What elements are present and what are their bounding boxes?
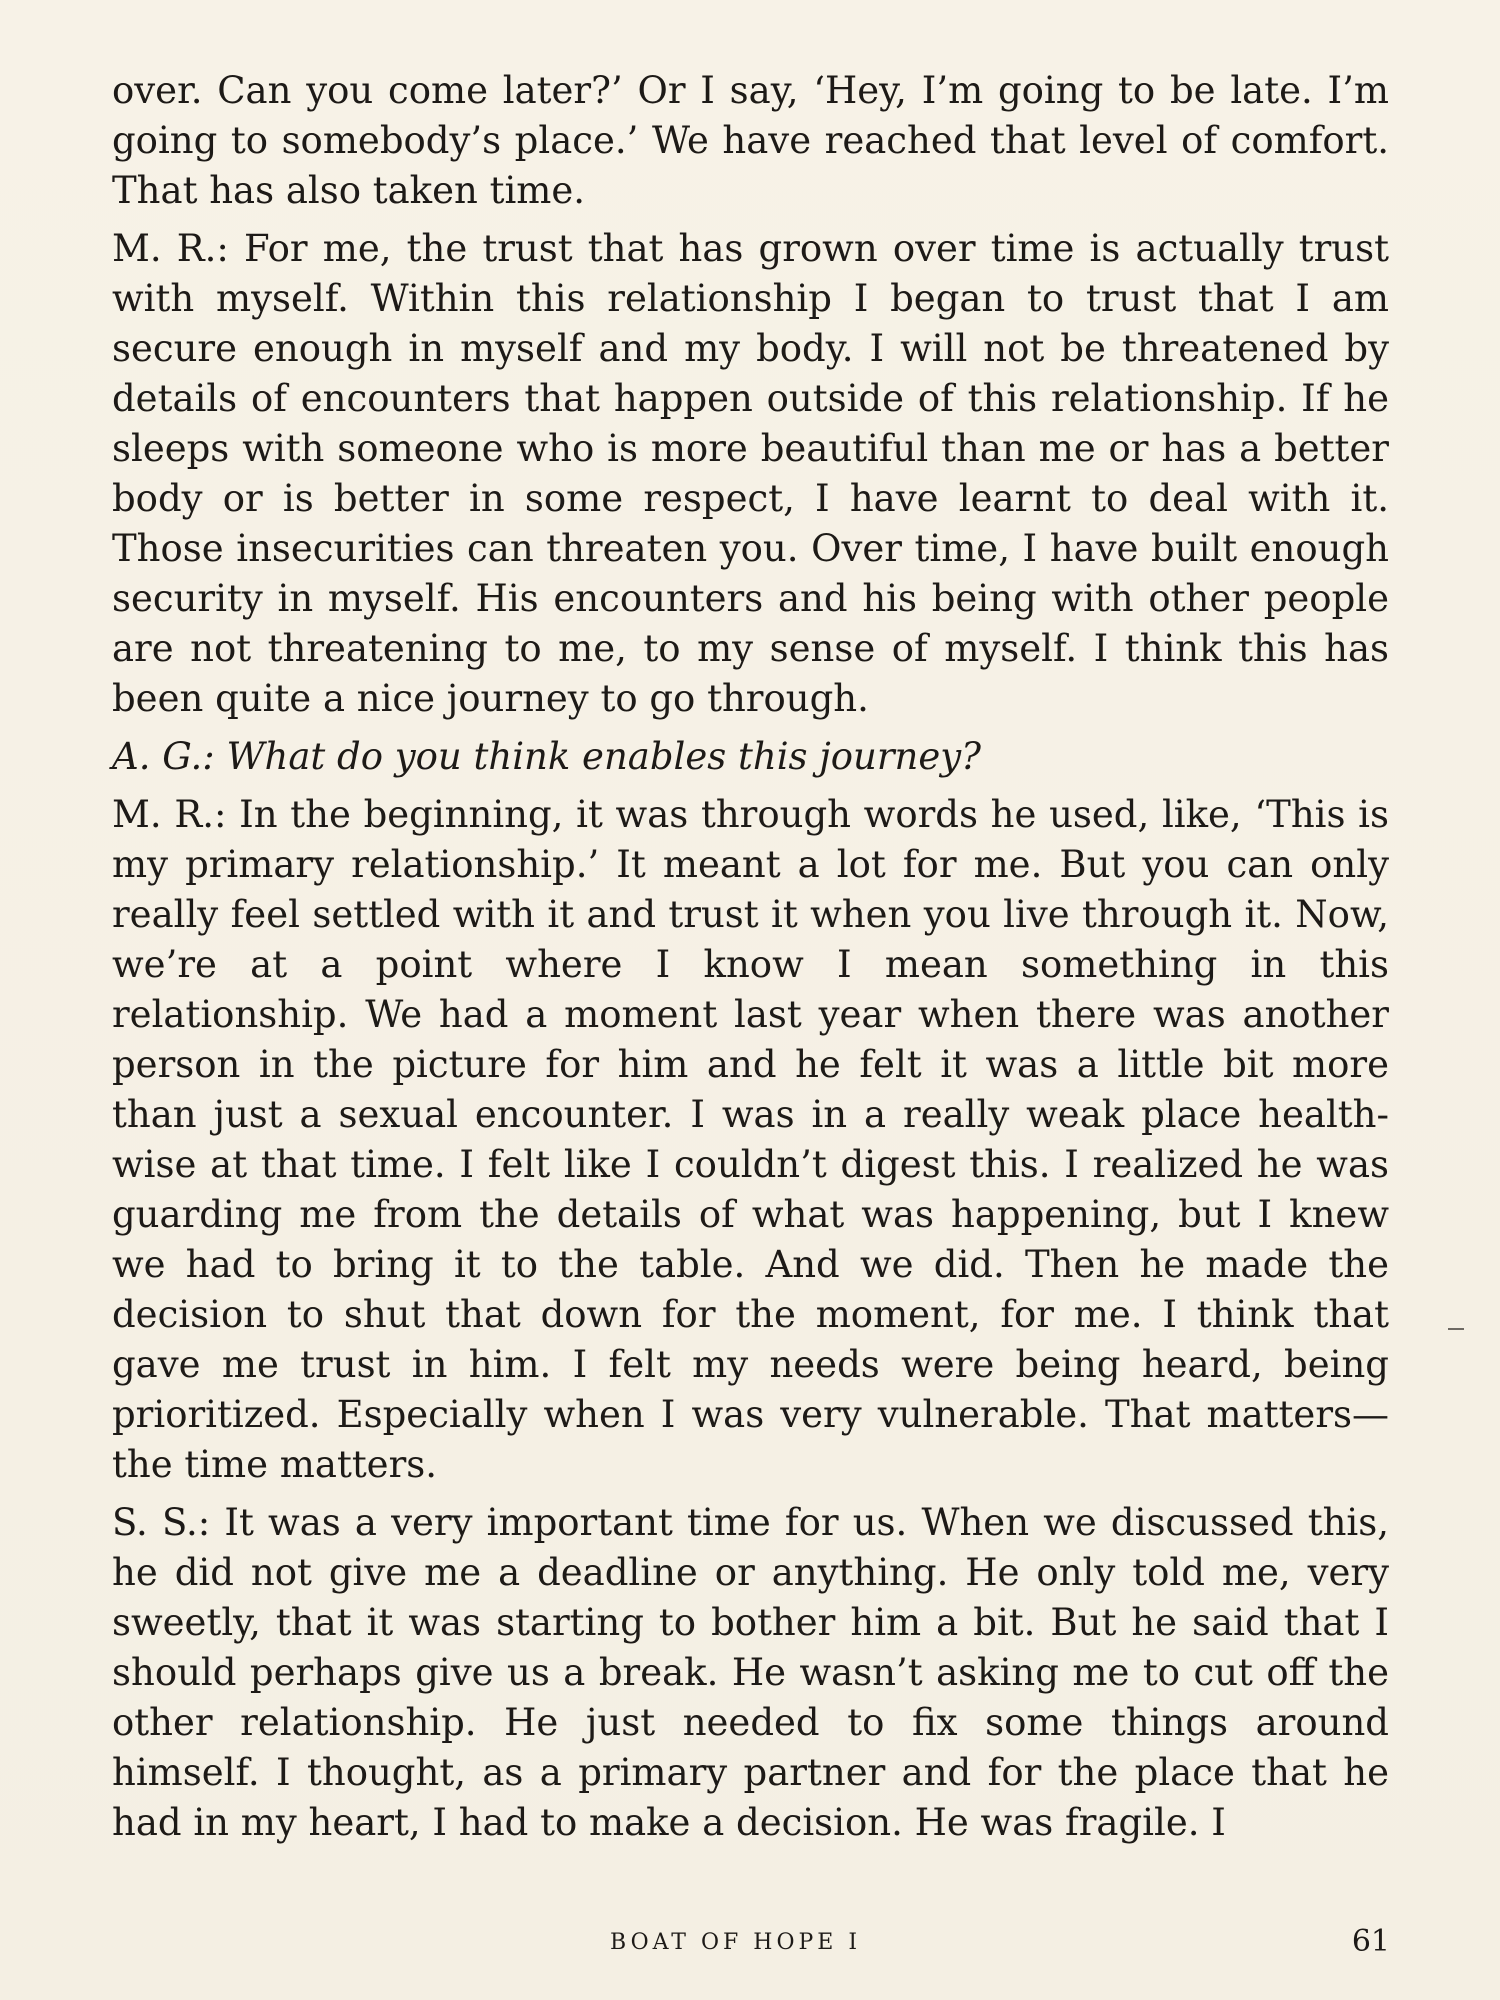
question-paragraph: A. G.: What do you think enables this journey?: [112, 735, 982, 778]
paragraph: S. S.: It was a very important time for us. When we discussed this, he did not give me a deadline or anything. He only told me, very sweetly, that it was starting to bother him a bit. But he said that I should perhaps give us a break. He wasn’t asking me to cut off the other relationship. He just needed to fix some things around himself. I thought, as a primary partner and for the place that he had in my heart, I had to make a decision. He was fragile. I: [112, 1501, 1389, 1844]
body-text: [112, 66, 1389, 1856]
paragraph: M. R.: In the beginning, it was through words he used, like, ‘This is my primary relationship.’ It meant a lot for me. But you can only really feel settled with it and trust it when you live through it. Now, we’re at a point where I know I mean something in this relationship. We had a moment last year when there was another person in the picture for him and he felt it was a little bit more than just a sexual encounter. I was in a really weak place health-wise at that time. I felt like I couldn’t digest this. I realized he was guarding me from the details of what was happening, but I knew we had to bring it to the table. And we did. Then he made the decision to shut that down for the moment, for me. I think that gave me trust in him. I felt my needs were being heard, being prioritized. Especially when I was very vulnerable. That matters—the time matters.: [112, 793, 1389, 1486]
page-number: 61: [1351, 1924, 1390, 1959]
running-head: BOAT OF HOPE I: [610, 1930, 862, 1955]
page-footer: [0, 1924, 1500, 1968]
paragraph: over. Can you come later?’ Or I say, ‘Hey, I’m going to be late. I’m going to somebody’s place.’ We have reached that level of comfort. That has also taken time.: [112, 69, 1389, 212]
paragraph: M. R.: For me, the trust that has grown over time is actually trust with myself. Within this relationship I began to trust that I am secure enough in myself and my body. I will not be threatened by details of encounters that happen outside of this relationship. If he sleeps with someone who is more beautiful than me or has a better body or is better in some respect, I have learnt to deal with it. Those insecurities can threaten you. Over time, I have built enough security in myself. His encounters and his being with other people are not threatening to me, to my sense of myself. I think this has been quite a nice journey to go through.: [112, 227, 1389, 720]
margin-mark: [1448, 1328, 1464, 1330]
